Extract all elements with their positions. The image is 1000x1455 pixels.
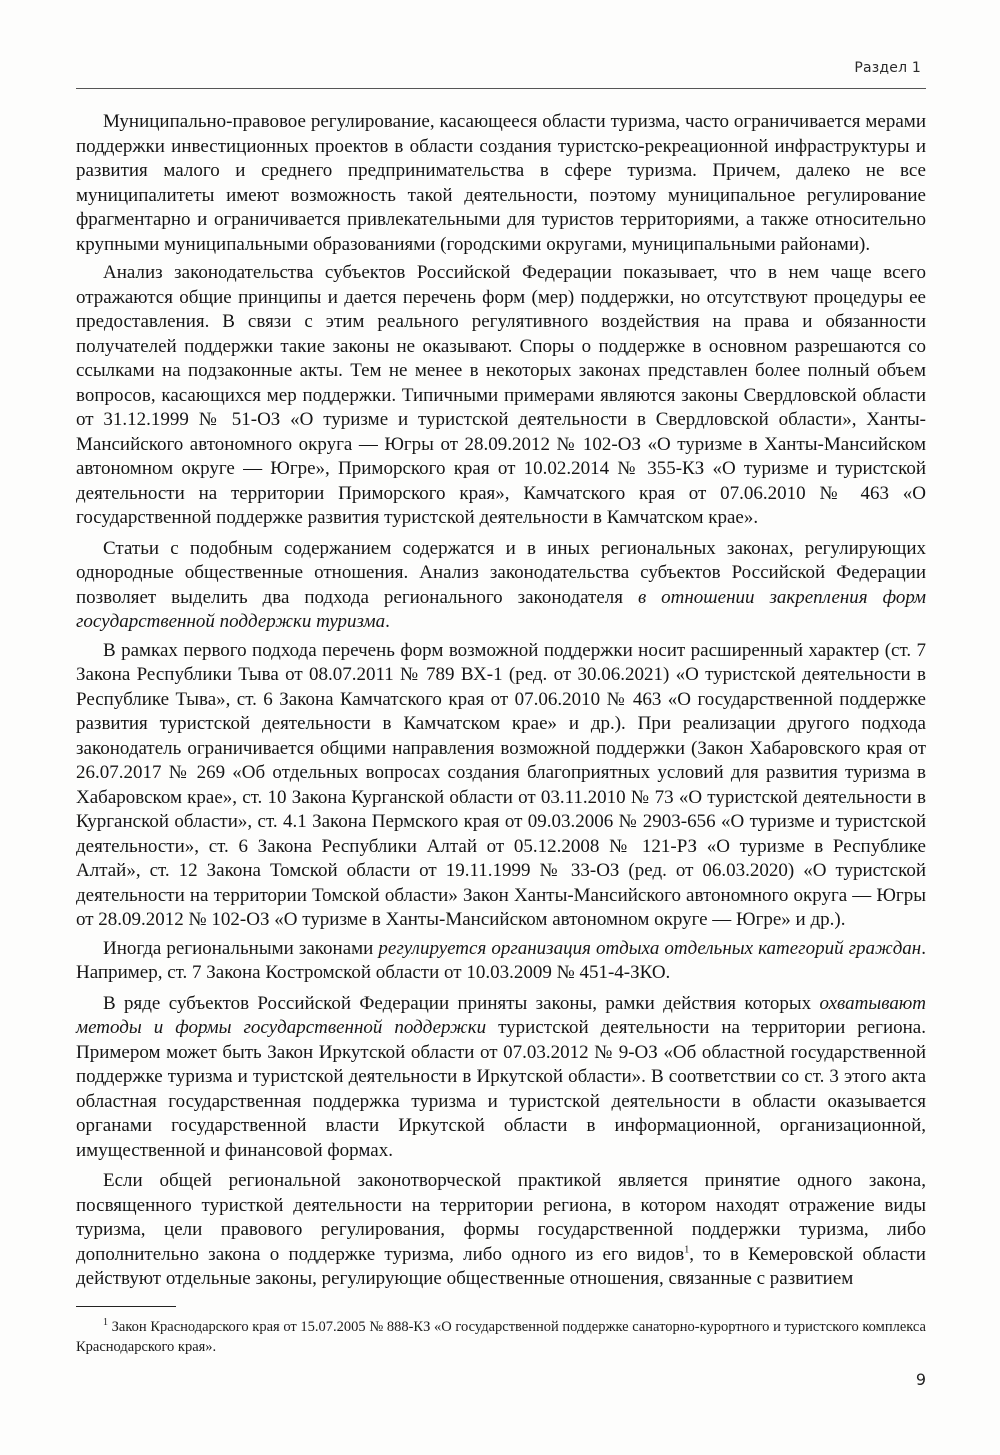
paragraph-6-italic: охватывают методы и формы государственной поддержки — [76, 992, 926, 1038]
paragraph-7-text: Если общей региональной законотворческой практикой является принятие одного закона, посвященного туристкой деятельности на территории региона, в котором находят отражение виды туризма, цели правового регулирования, формы государственной поддержки туризма, либо дополнительно закона о поддержке туризма, либо одного из его видов — [76, 1170, 926, 1265]
footnote — [76, 1318, 926, 1357]
paragraph-5 — [76, 937, 926, 986]
paragraph-5-text: Иногда региональными законами — [103, 937, 379, 959]
section-label: Раздел 1 — [854, 60, 921, 76]
paragraph-5-end: . Например, ст. 7 Закона Костромской области от 10.03.2009 № 451-4-ЗКО. — [76, 937, 926, 983]
paragraph-6-text: В ряде субъектов Российской Федерации приняты законы, рамки действия которых — [103, 992, 820, 1014]
paragraph-2: Анализ законодательства субъектов Российской Федерации показывает, что в нем чаще всего отражаются общие принципы и дается перечень форм (мер) поддержки, но отсутствуют процедуры ее предоставления. В связи с этим реального регулятивного воздействия на права и обязанности получателей поддержки такие законы не оказывают. Споры о поддержке в основном разрешаются со ссылками на подзаконные акты. Тем не менее в некоторых законах представлен более полный объем вопросов, касающихся мер поддержки. Типичными примерами являются законы Свердловской области от 31.12.1999 № 51-ОЗ «О туризме и туристской деятельности в Свердловской области», Ханты-Мансийского автономного округа — Югры от 28.09.2012 № 102-ОЗ «О туризме в Ханты-Мансийском автономном округе — Югре», Приморского края от 10.02.2014 № 355-КЗ «О туризме и туристской деятельности на территории Приморского края», Камчатского края от 07.06.2010 № 463 «О государственной поддержке развития туристской деятельности в Камчатском крае». — [76, 262, 926, 528]
footnote-text: Закон Краснодарского края от 15.07.2005 № 888-КЗ «О государственной поддержке санаторно-курортного и туристского комплекса Краснодарского края». — [76, 1319, 926, 1355]
paragraph-4: В рамках первого подхода перечень форм возможной поддержки носит расширенный характер (ст. 7 Закона Республики Тыва от 08.07.2011 № 789 ВХ-1 (ред. от 30.06.2021) «О туристской деятельности в Республике Тыва», ст. 6 Закона Камчатского края от 07.06.2010 № 463 «О государственной поддержке развития туристской деятельности в Камчатском крае» и др.). При реализации другого подхода законодатель ограничивается общими направления возможной поддержки (Закон Хабаровского края от 26.07.2017 № 269 «Об отдельных вопросах создания благоприятных условий для развития туризма в Хабаровском крае», ст. 10 Закона Курганской области от 03.11.2010 № 73 «О туристской деятельности в Курганской области», ст. 4.1 Закона Пермского края от 09.03.2006 № 2903-656 «О туризме и туристской деятельности», ст. 6 Закона Республики Алтай от 05.12.2008 № 121-РЗ «О туризме в Республике Алтай», ст. 12 Закона Томской области от 19.11.1999 № 33-ОЗ (ред. от 06.03.2020) «О туристской деятельности на территории Томской области» Закон Ханты-Мансийского автономного округа — Югры от 28.09.2012 № 102-ОЗ «О туризме в Ханты-Мансийском автономном округе — Югре» и др.). — [76, 639, 926, 930]
footnote-divider — [76, 1306, 176, 1307]
paragraph-7 — [76, 1169, 926, 1292]
paragraph-6 — [76, 992, 926, 1164]
footnote-marker: 1 — [103, 1317, 108, 1329]
paragraph-3-text: Статьи с подобным содержанием содержатся и в иных региональных законах, регулирующих однородные общественные отношения. Анализ законодательства субъектов Российской Федерации позволяет выделить два подхода регионального законодателя — [76, 537, 926, 608]
paragraph-6-end: туристской деятельности на территории региона. Примером может быть Закон Иркутской области от 07.03.2012 № 9-ОЗ «Об областной государственной поддержке туризма и туристской деятельности в Иркутской области». В соответствии со ст. 3 этого акта областная государственная поддержка туризма и туристской деятельности в области оказывается органами государственной власти Иркутской области в информационной, организационной, имущественной и финансовой формах. — [76, 1017, 926, 1161]
paragraph-1: Муниципально-правовое регулирование, касающееся области туризма, часто ограничивается мерами поддержки инвестиционных проектов в области создания туристско-рекреационной инфраструктуры и развития малого и среднего предпринимательства в сфере туризма. Причем, далеко не все муниципалитеты имеют возможность такой деятельности, поэтому муниципальное регулирование фрагментарно и ограничивается привлекательными для туристов территориями, а также относительно крупными муниципальными образованиями (городскими округами, муниципальными районами). — [76, 111, 926, 255]
footnote-reference[interactable]: 1 — [684, 1244, 690, 1256]
page-number: 9 — [915, 1370, 926, 1389]
paragraph-3 — [76, 537, 926, 635]
paragraph-3-italic: в отношении закрепления форм государственной поддержки туризма — [76, 586, 926, 632]
paragraph-5-italic: регулируется организация отдыха отдельных категорий граждан — [378, 937, 922, 959]
header-divider — [76, 88, 926, 89]
paragraph-3-end: . — [385, 611, 390, 632]
body-text — [76, 110, 926, 1296]
paragraph-7-end: , то в Кемеровской области действуют отдельные законы, регулирующие общественные отношения, связанные с развитием — [76, 1243, 926, 1289]
